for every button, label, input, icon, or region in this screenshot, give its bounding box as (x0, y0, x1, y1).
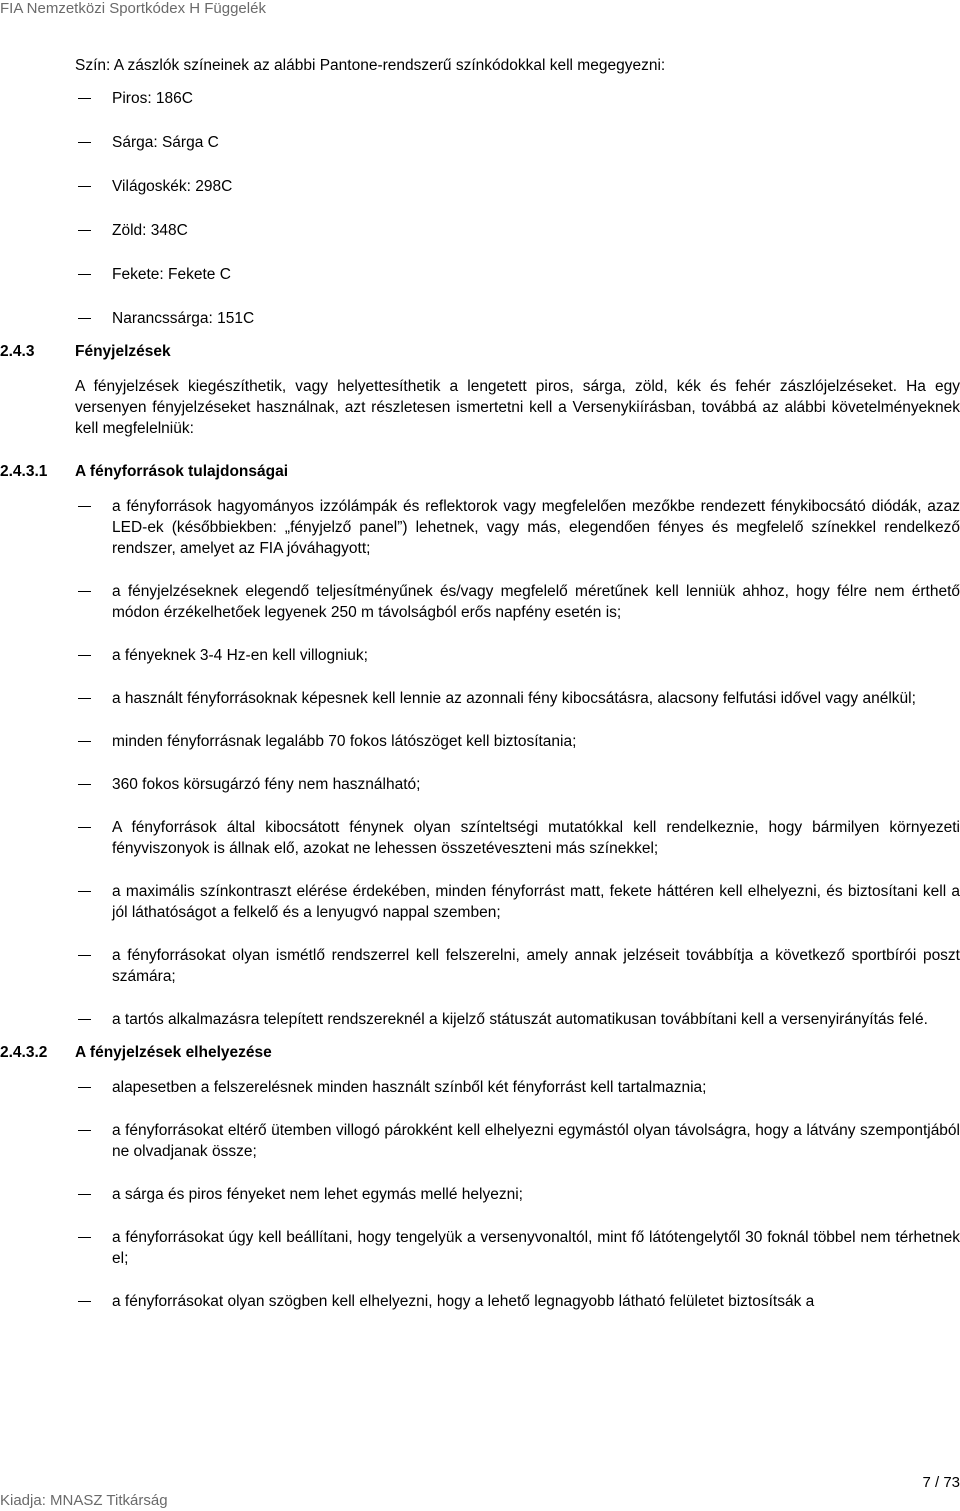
section-title: A fényforrások tulajdonságai (75, 463, 289, 480)
dash-bullet (78, 1130, 91, 1131)
section-number: 2.4.3 (0, 343, 35, 360)
dash-bullet (78, 591, 91, 592)
list-item: A fényforrások által kibocsátott fénynek olyan színteltségi mutatókkal kell rendelkeznie, hogy bármilyen környezeti fényviszonyok is állnak elő, azokat ne lehessen összetéveszteni más színekkel; (112, 817, 960, 859)
dash-bullet (78, 741, 91, 742)
dash-bullet (78, 318, 91, 319)
placement-list (0, 1077, 960, 1312)
list-item: a sárga és piros fényeket nem lehet egymás mellé helyezni; (112, 1184, 960, 1205)
page-number: 7 / 73 (922, 1474, 960, 1491)
dash-bullet (78, 1087, 91, 1088)
list-item: Narancssárga: 151C (112, 308, 960, 329)
section-heading-2-4-3-2 (0, 1042, 960, 1063)
list-item: a fényforrásokat úgy kell beállítani, hogy tengelyük a versenyvonaltól, mint fő látótengelytől 30 foknál többel nem térhetnek el; (112, 1227, 960, 1269)
section-number: 2.4.3.1 (0, 463, 48, 480)
list-item: a fényforrásokat olyan szögben kell elhelyezni, hogy a lehető legnagyobb látható felületet biztosítsák a (112, 1291, 960, 1312)
list-item: Fekete: Fekete C (112, 264, 960, 285)
section-title: A fényjelzések elhelyezése (75, 1044, 272, 1061)
dash-bullet (78, 230, 91, 231)
color-list (0, 88, 960, 329)
dash-bullet (78, 827, 91, 828)
light-source-list (0, 496, 960, 1030)
list-item: Piros: 186C (112, 88, 960, 109)
list-item: a fényjelzéseknek elegendő teljesítményűnek és/vagy megfelelő méretűnek kell lenniük ahhoz, hogy félre nem érthető módon érzékelhetőek legyenek 250 m távolságból erős napfény esetén is; (112, 581, 960, 623)
list-item: Sárga: Sárga C (112, 132, 960, 153)
dash-bullet (78, 655, 91, 656)
list-item: alapesetben a felszerelésnek minden használt színből két fényforrást kell tartalmaznia; (112, 1077, 960, 1098)
section-heading-2-4-3-1 (0, 461, 960, 482)
dash-bullet (78, 506, 91, 507)
dash-bullet (78, 1019, 91, 1020)
section-title: Fényjelzések (75, 343, 171, 360)
running-footer: Kiadja: MNASZ Titkárság (0, 1492, 168, 1509)
dash-bullet (78, 1237, 91, 1238)
dash-bullet (78, 698, 91, 699)
list-item: a tartós alkalmazásra telepített rendszereknél a kijelző státuszát automatikusan továbbítani kell a versenyirányítás felé. (112, 1009, 960, 1030)
list-item: a fényeknek 3-4 Hz-en kell villogniuk; (112, 645, 960, 666)
intro-paragraph: Szín: A zászlók színeinek az alábbi Pantone-rendszerű színkódokkal kell megegyezni: (75, 57, 666, 74)
dash-bullet (78, 1301, 91, 1302)
list-item: Világoskék: 298C (112, 176, 960, 197)
section-paragraph: A fényjelzések kiegészíthetik, vagy helyettesíthetik a lengetett piros, sárga, zöld, kék és fehér zászlójelzéseket. Ha egy versenyen fényjelzéseket használnak, azt részletesen ismertetni kell a Versenykiírásban, továbbá az alábbi követelményeknek kell megfelelniük: (75, 378, 960, 437)
dash-bullet (78, 98, 91, 99)
list-item: 360 fokos körsugárzó fény nem használható; (112, 774, 960, 795)
list-item: a használt fényforrásoknak képesnek kell lennie az azonnali fény kibocsátásra, alacsony felfutási idővel vagy anélkül; (112, 688, 960, 709)
list-item: minden fényforrásnak legalább 70 fokos látószöget kell biztosítania; (112, 731, 960, 752)
list-item: a fényforrások hagyományos izzólámpák és reflektorok vagy megfelelően mezőkbe rendezett fénykibocsátó diódák, azaz LED-ek (későbbiekben: „fényjelző panel”) lehetnek, vagy más, elegendően fényes és megfelelő színekkel rendelkező rendszer, amelyet az FIA jóváhagyott; (112, 496, 960, 559)
dash-bullet (78, 142, 91, 143)
dash-bullet (78, 1194, 91, 1195)
running-header: FIA Nemzetközi Sportkódex H Függelék (0, 0, 266, 17)
dash-bullet (78, 186, 91, 187)
dash-bullet (78, 784, 91, 785)
list-item: a maximális színkontraszt elérése érdekében, minden fényforrást matt, fekete háttéren kell elhelyezni, és biztosítani kell a jól láthatóságot a felkelő és a lenyugvó nappal szemben; (112, 881, 960, 923)
list-item: a fényforrásokat eltérő ütemben villogó párokként kell elhelyezni egymástól olyan távolságra, hogy a látvány szempontjából ne olvadjanak össze; (112, 1120, 960, 1162)
list-item: Zöld: 348C (112, 220, 960, 241)
section-heading-2-4-3 (0, 341, 960, 362)
dash-bullet (78, 891, 91, 892)
dash-bullet (78, 274, 91, 275)
list-item: a fényforrásokat olyan ismétlő rendszerrel kell felszerelni, amely annak jelzéseit továbbítja a következő sportbírói poszt számára; (112, 945, 960, 987)
section-number: 2.4.3.2 (0, 1044, 48, 1061)
document-body (0, 55, 960, 1334)
dash-bullet (78, 955, 91, 956)
